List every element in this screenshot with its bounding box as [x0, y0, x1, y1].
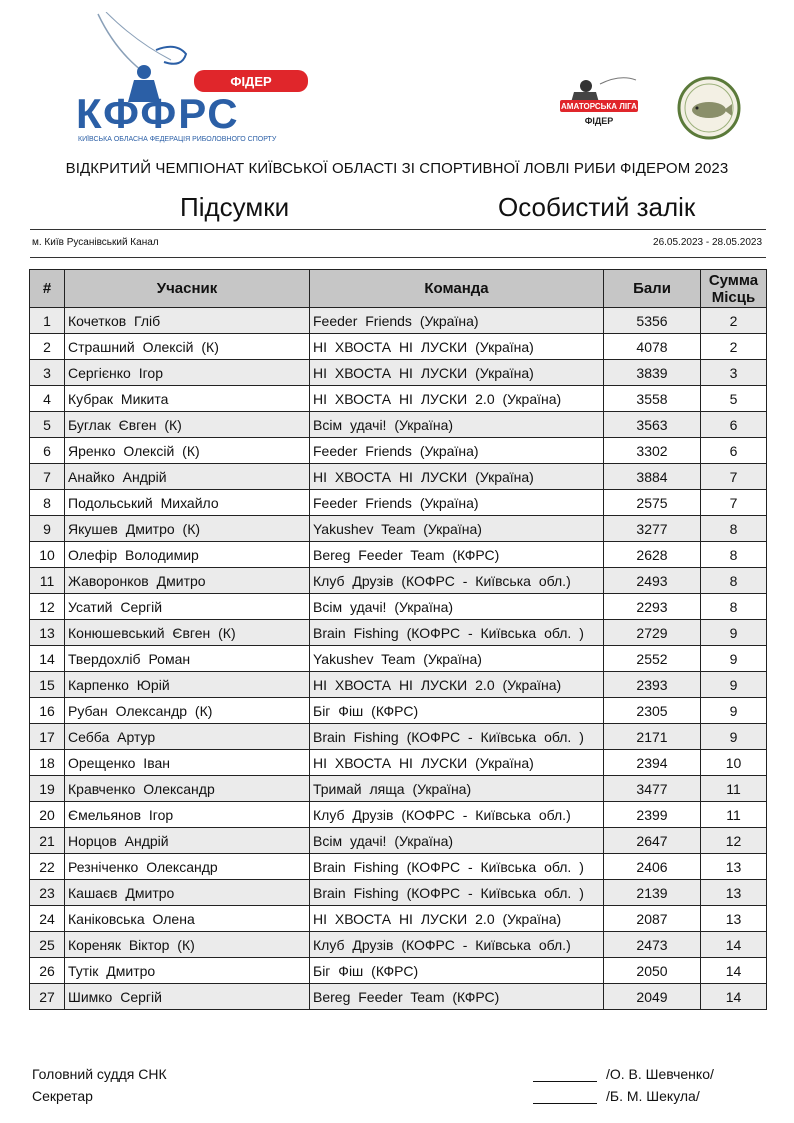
table-row — [30, 438, 767, 464]
table-row — [30, 542, 767, 568]
places-sum: 13 — [701, 880, 767, 906]
places-sum: 9 — [701, 724, 767, 750]
points-value: 2647 — [604, 828, 701, 854]
signature-line — [533, 1103, 597, 1104]
points-value: 2087 — [604, 906, 701, 932]
row-number: 16 — [30, 698, 65, 724]
team-name: НІ ХВОСТА НІ ЛУСКИ 2.0 (Україна) — [310, 672, 604, 698]
row-number: 10 — [30, 542, 65, 568]
row-number: 22 — [30, 854, 65, 880]
participant-name: Кореняк Віктор (К) — [65, 932, 310, 958]
points-value: 2729 — [604, 620, 701, 646]
league-logo-line2: ФІДЕР — [584, 116, 614, 126]
table-row — [30, 594, 767, 620]
row-number: 18 — [30, 750, 65, 776]
header-points: Бали — [604, 270, 701, 308]
table-row — [30, 906, 767, 932]
team-name: Brain Fishing (КОФРС - Київська обл. ) — [310, 880, 604, 906]
chief-judge-role: Головний суддя СНК — [32, 1066, 167, 1082]
table-row — [30, 360, 767, 386]
divider — [30, 229, 766, 230]
points-value: 3277 — [604, 516, 701, 542]
team-name: Feeder Friends (Україна) — [310, 438, 604, 464]
row-number: 5 — [30, 412, 65, 438]
points-value: 2628 — [604, 542, 701, 568]
points-value: 2473 — [604, 932, 701, 958]
places-sum: 7 — [701, 490, 767, 516]
participant-name: Резніченко Олександр — [65, 854, 310, 880]
participant-name: Шимко Сергій — [65, 984, 310, 1010]
row-number: 14 — [30, 646, 65, 672]
participant-name: Буглак Євген (К) — [65, 412, 310, 438]
places-sum: 8 — [701, 568, 767, 594]
federation-logo — [76, 12, 312, 146]
points-value: 3477 — [604, 776, 701, 802]
results-table — [29, 269, 767, 1010]
participant-name: Кравченко Олександр — [65, 776, 310, 802]
places-sum: 14 — [701, 984, 767, 1010]
participant-name: Тутік Дмитро — [65, 958, 310, 984]
places-sum: 8 — [701, 516, 767, 542]
table-row — [30, 880, 767, 906]
table-row — [30, 776, 767, 802]
header-team: Команда — [310, 270, 604, 308]
places-sum: 13 — [701, 906, 767, 932]
places-sum: 11 — [701, 802, 767, 828]
dates-label: 26.05.2023 - 28.05.2023 — [653, 237, 762, 248]
row-number: 20 — [30, 802, 65, 828]
divider — [30, 257, 766, 258]
points-value: 3563 — [604, 412, 701, 438]
table-row — [30, 828, 767, 854]
places-sum: 8 — [701, 542, 767, 568]
points-value: 2406 — [604, 854, 701, 880]
row-number: 1 — [30, 308, 65, 334]
row-number: 13 — [30, 620, 65, 646]
table-row — [30, 412, 767, 438]
table-row — [30, 490, 767, 516]
team-name: НІ ХВОСТА НІ ЛУСКИ 2.0 (Україна) — [310, 906, 604, 932]
table-row — [30, 750, 767, 776]
team-name: Клуб Друзів (КОФРС - Київська обл.) — [310, 802, 604, 828]
places-sum: 5 — [701, 386, 767, 412]
table-row — [30, 646, 767, 672]
team-name: Feeder Friends (Україна) — [310, 490, 604, 516]
points-value: 2049 — [604, 984, 701, 1010]
team-name: НІ ХВОСТА НІ ЛУСКИ (Україна) — [310, 360, 604, 386]
table-row — [30, 516, 767, 542]
participant-name: Твердохліб Роман — [65, 646, 310, 672]
participant-name: Норцов Андрій — [65, 828, 310, 854]
places-sum: 6 — [701, 438, 767, 464]
table-row — [30, 932, 767, 958]
row-number: 12 — [30, 594, 65, 620]
league-logo-line1: АМАТОРСЬКА ЛІГА — [561, 102, 637, 111]
participant-name: Яренко Олексій (К) — [65, 438, 310, 464]
team-name: Біг Фіш (КФРС) — [310, 698, 604, 724]
team-name: Feeder Friends (Україна) — [310, 308, 604, 334]
participant-name: Каніковська Олена — [65, 906, 310, 932]
row-number: 27 — [30, 984, 65, 1010]
header-participant: Учасник — [65, 270, 310, 308]
table-row — [30, 568, 767, 594]
points-value: 4078 — [604, 334, 701, 360]
team-name: Yakushev Team (Україна) — [310, 646, 604, 672]
table-row — [30, 698, 767, 724]
places-sum: 11 — [701, 776, 767, 802]
points-value: 3884 — [604, 464, 701, 490]
places-sum: 9 — [701, 672, 767, 698]
team-name: НІ ХВОСТА НІ ЛУСКИ (Україна) — [310, 334, 604, 360]
places-sum: 9 — [701, 698, 767, 724]
points-value: 3558 — [604, 386, 701, 412]
table-row — [30, 854, 767, 880]
team-name: Клуб Друзів (КОФРС - Київська обл.) — [310, 932, 604, 958]
row-number: 17 — [30, 724, 65, 750]
logo-brand: КФФРС — [76, 90, 240, 137]
team-name: Bereg Feeder Team (КФРС) — [310, 984, 604, 1010]
header-num: # — [30, 270, 65, 308]
row-number: 24 — [30, 906, 65, 932]
participant-name: Рубан Олександр (К) — [65, 698, 310, 724]
team-name: Всім удачі! (Україна) — [310, 412, 604, 438]
points-value: 2139 — [604, 880, 701, 906]
team-name: Yakushev Team (Україна) — [310, 516, 604, 542]
table-row — [30, 620, 767, 646]
points-value: 2552 — [604, 646, 701, 672]
participant-name: Жаворонков Дмитро — [65, 568, 310, 594]
table-row — [30, 672, 767, 698]
points-value: 3302 — [604, 438, 701, 464]
team-name: Всім удачі! (Україна) — [310, 828, 604, 854]
points-value: 2050 — [604, 958, 701, 984]
table-row — [30, 958, 767, 984]
fish-emblem-icon — [676, 76, 742, 140]
signature-line — [533, 1081, 597, 1082]
table-header-row — [30, 270, 767, 308]
table-row — [30, 386, 767, 412]
row-number: 19 — [30, 776, 65, 802]
places-sum: 7 — [701, 464, 767, 490]
places-sum: 8 — [701, 594, 767, 620]
row-number: 8 — [30, 490, 65, 516]
participant-name: Якушев Дмитро (К) — [65, 516, 310, 542]
participant-name: Орещенко Іван — [65, 750, 310, 776]
participant-name: Олефір Володимир — [65, 542, 310, 568]
places-sum: 6 — [701, 412, 767, 438]
table-row — [30, 984, 767, 1010]
individual-standings-heading: Особистий залік — [498, 192, 696, 222]
table-row — [30, 802, 767, 828]
team-name: Brain Fishing (КОФРС - Київська обл. ) — [310, 724, 604, 750]
table-row — [30, 464, 767, 490]
logo-subtitle: КИЇВСЬКА ОБЛАСНА ФЕДЕРАЦІЯ РИБОЛОВНОГО СПОРТУ — [78, 136, 277, 143]
header-places — [701, 270, 767, 308]
table-row — [30, 334, 767, 360]
points-value: 2399 — [604, 802, 701, 828]
venue-label: м. Київ Русанівський Канал — [32, 237, 159, 248]
points-value: 5356 — [604, 308, 701, 334]
participant-name: Кочетков Гліб — [65, 308, 310, 334]
participant-name: Страшний Олексій (К) — [65, 334, 310, 360]
row-number: 6 — [30, 438, 65, 464]
table-row — [30, 724, 767, 750]
secretary-role: Секретар — [32, 1088, 93, 1104]
places-sum: 12 — [701, 828, 767, 854]
participant-name: Сергієнко Ігор — [65, 360, 310, 386]
points-value: 2394 — [604, 750, 701, 776]
points-value: 2575 — [604, 490, 701, 516]
places-sum: 2 — [701, 334, 767, 360]
secretary-name: /Б. М. Шекула/ — [606, 1088, 700, 1104]
table-row — [30, 308, 767, 334]
team-name: Всім удачі! (Україна) — [310, 594, 604, 620]
points-value: 2171 — [604, 724, 701, 750]
participant-name: Кубрак Микита — [65, 386, 310, 412]
logo-badge: ФІДЕР — [230, 74, 272, 89]
points-value: 3839 — [604, 360, 701, 386]
row-number: 4 — [30, 386, 65, 412]
header-places-line2: Місць — [711, 288, 756, 306]
amateur-league-logo — [556, 76, 640, 128]
team-name: Brain Fishing (КОФРС - Київська обл. ) — [310, 620, 604, 646]
participant-name: Конюшевський Євген (К) — [65, 620, 310, 646]
chief-judge-name: /О. В. Шевченко/ — [606, 1066, 714, 1082]
participant-name: Ємельянов Ігор — [65, 802, 310, 828]
places-sum: 3 — [701, 360, 767, 386]
row-number: 25 — [30, 932, 65, 958]
header-places-line1: Сумма — [708, 271, 759, 289]
participant-name: Себба Артур — [65, 724, 310, 750]
participant-name: Усатий Сергій — [65, 594, 310, 620]
places-sum: 9 — [701, 646, 767, 672]
row-number: 23 — [30, 880, 65, 906]
results-heading: Підсумки — [180, 192, 290, 222]
participant-name: Кашаєв Дмитро — [65, 880, 310, 906]
points-value: 2493 — [604, 568, 701, 594]
places-sum: 14 — [701, 958, 767, 984]
places-sum: 14 — [701, 932, 767, 958]
points-value: 2293 — [604, 594, 701, 620]
team-name: НІ ХВОСТА НІ ЛУСКИ 2.0 (Україна) — [310, 386, 604, 412]
team-name: Клуб Друзів (КОФРС - Київська обл.) — [310, 568, 604, 594]
row-number: 3 — [30, 360, 65, 386]
places-sum: 10 — [701, 750, 767, 776]
places-sum: 9 — [701, 620, 767, 646]
participant-name: Подольський Михайло — [65, 490, 310, 516]
team-name: НІ ХВОСТА НІ ЛУСКИ (Україна) — [310, 464, 604, 490]
points-value: 2393 — [604, 672, 701, 698]
participant-name: Карпенко Юрій — [65, 672, 310, 698]
row-number: 11 — [30, 568, 65, 594]
places-sum: 2 — [701, 308, 767, 334]
points-value: 2305 — [604, 698, 701, 724]
championship-title: ВІДКРИТИЙ ЧЕМПІОНАТ КИЇВСЬКОЇ ОБЛАСТІ ЗІ СПОРТИВНОЇ ЛОВЛІ РИБИ ФІДЕРОМ 2023 — [65, 160, 729, 177]
team-name: НІ ХВОСТА НІ ЛУСКИ (Україна) — [310, 750, 604, 776]
row-number: 26 — [30, 958, 65, 984]
team-name: Тримай ляща (Україна) — [310, 776, 604, 802]
team-name: Біг Фіш (КФРС) — [310, 958, 604, 984]
participant-name: Анайко Андрій — [65, 464, 310, 490]
row-number: 15 — [30, 672, 65, 698]
row-number: 7 — [30, 464, 65, 490]
row-number: 9 — [30, 516, 65, 542]
row-number: 2 — [30, 334, 65, 360]
row-number: 21 — [30, 828, 65, 854]
team-name: Bereg Feeder Team (КФРС) — [310, 542, 604, 568]
team-name: Brain Fishing (КОФРС - Київська обл. ) — [310, 854, 604, 880]
places-sum: 13 — [701, 854, 767, 880]
